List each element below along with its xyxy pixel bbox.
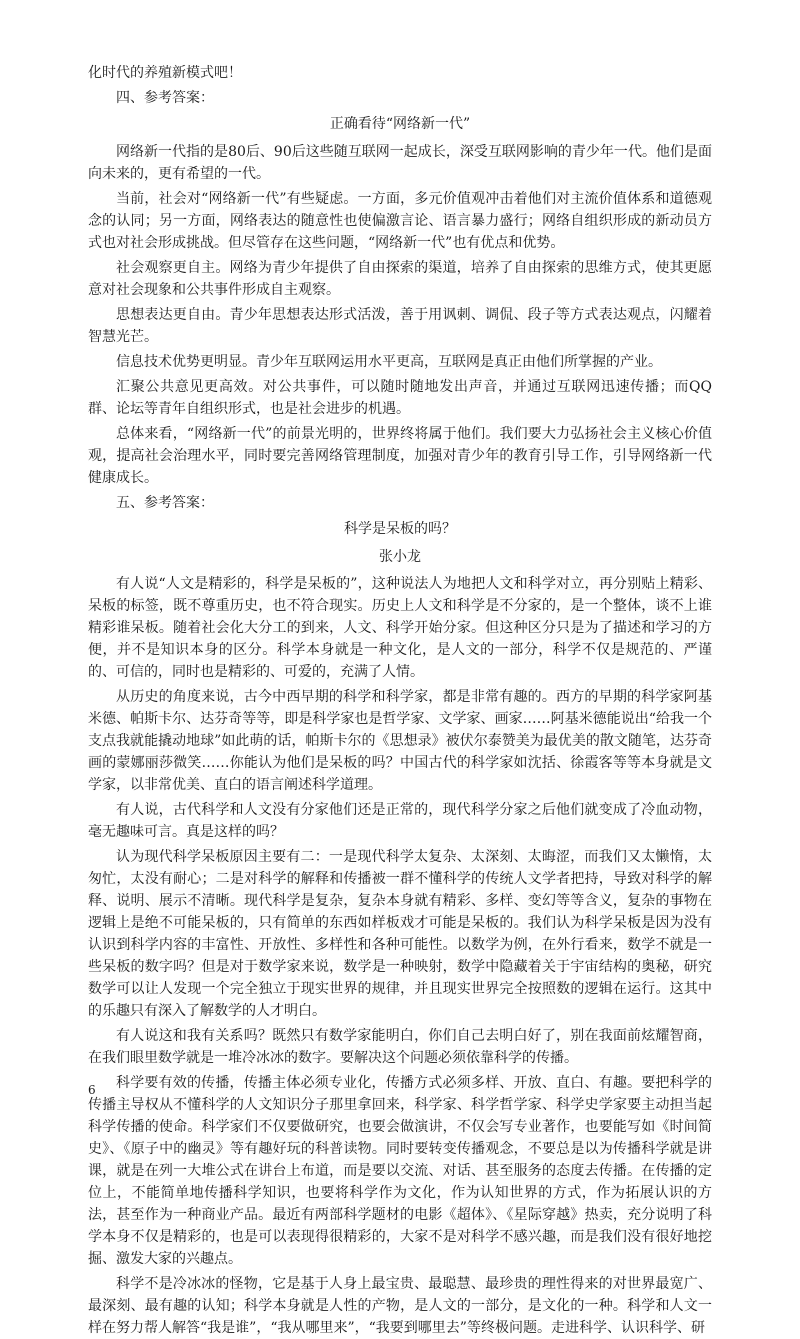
intro-line: 化时代的养殖新模式吧！ [88, 65, 242, 81]
paragraph: 科学不是冷冰冰的怪物，它是基于人身上最宝贵、最聪慧、最珍贵的理性得来的对世界最宽广、最深刻、最有趣的认知；科学本身就是人性的产物，是人文的一部分，是文化的一种。科学和人文一样在努力帮人解答“我是谁”，“我从哪里来”，“我要到哪里去”等终极问题。走进科学、认识科学、研 [88, 1276, 712, 1336]
paragraph: 有人说这和我有关系吗？既然只有数学家能明白，你们自己去明白好了，别在我面前炫耀智商，在我们眼里数学就是一堆冷冰冰的数字。要解决这个问题必须依靠科学的传播。 [88, 1028, 712, 1066]
essay-2-title: 科学是呆板的吗？ [344, 521, 456, 537]
page-number: 6 [88, 1083, 96, 1097]
section-5-heading: 五、参考答案： [116, 495, 214, 511]
essay-1-body [88, 141, 712, 489]
paragraph: 认为现代科学呆板原因主要有二：一是现代科学太复杂、太深刻、太晦涩，而我们又太懒惰，太匆忙，太没有耐心；二是对科学的解释和传播被一群不懂科学的传统人文学者把持，导致对科学的解释、说明、展示不清晰。现代科学是复杂，复杂本身就有精彩、多样、变幻等等含义，复杂的事物在逻辑上是绝不可能呆板的，只有简单的东西如样板戏才可能是呆板的。我们认为科学呆板是因为没有认识到科学内容的丰富性、开放性、多样性和各种可能性。以数学为例，在外行看来，数学不就是一些呆板的数字吗？但是对于数学家来说，数学是一种映射，数学中隐藏着关于宇宙结构的奥秘，研究数学可以让人发现一个完全独立于现实世界的规律，并且现实世界完全按照数的逻辑在运行。这其中的乐趣只有深入了解数学的人才明白。 [88, 849, 712, 1019]
paragraph: 社会观察更自主。网络为青少年提供了自由探索的渠道，培养了自由探索的思维方式，使其更愿意对社会现象和公共事件形成自主观察。 [88, 260, 712, 298]
essay-2-author: 张小龙 [379, 549, 421, 565]
paragraph: 思想表达更自由。青少年思想表达形式活泼，善于用讽刺、调侃、段子等方式表达观点，闪耀着智慧光芒。 [88, 307, 712, 345]
paragraph: 当前，社会对“网络新一代”有些疑虑。一方面，多元价值观冲击着他们对主流价值体系和道德观念的认同；另一方面，网络表达的随意性也使偏激言论、语言暴力盛行；网络自组织形成的新动员方式也对社会形成挑战。但尽管存在这些问题，“网络新一代”也有优点和优势。 [88, 191, 712, 251]
paragraph: 总体来看，“网络新一代”的前景光明的，世界终将属于他们。我们要大力弘扬社会主义核心价值观，提高社会治理水平，同时要完善网络管理制度，加强对青少年的教育引导工作，引导网络新一代健康成长。 [88, 426, 712, 486]
paragraph: 从历史的角度来说，古今中西早期的科学和科学家，都是非常有趣的。西方的早期的科学家阿基米德、帕斯卡尔、达芬奇等等，即是科学家也是哲学家、文学家、画家……阿基米德能说出“给我一个支点我就能撬动地球”如此萌的话，帕斯卡尔的《思想录》被伏尔泰赞美为最优美的散文随笔，达芬奇画的蒙娜丽莎微笑……你能认为他们是呆板的吗？中国古代的科学家如沈括、徐霞客等等本身就是文学家，以非常优美、直白的语言阐述科学道理。 [88, 689, 712, 793]
paragraph: 汇聚公共意见更高效。对公共事件，可以随时随地发出声音，并通过互联网迅速传播；而QQ群、论坛等青年自组织形式，也是社会进步的机遇。 [88, 379, 712, 417]
paragraph: 科学要有效的传播，传播主体必须专业化，传播方式必须多样、开放、直白、有趣。要把科学的传播主导权从不懂科学的人文知识分子那里拿回来，科学家、科学哲学家、科学史学家要主动担当起科学传播的使命。科学家们不仅要做研究，也要会做演讲，不仅会写专业著作，也要能写如《时间简史》、《原子中的幽灵》等有趣好玩的科普读物。同时要转变传播观念，不要总是以为传播科学就是讲课，就是在列一大堆公式在讲台上布道，而是要以交流、对话、甚至服务的态度去传播。在传播的定位上，不能简单地传播科学知识，也要将科学作为文化，作为认知世界的方式，作为拓展认识的方法，甚至作为一种商业产品。最近有两部科学题材的电影《超体》、《星际穿越》热卖，充分说明了科学本身不仅是精彩的，也是可以表现得很精彩的，大家不是对科学不感兴趣，而是我们没有很好地挖掘、激发大家的兴趣点。 [88, 1075, 712, 1267]
essay-2-body [88, 573, 712, 1339]
paragraph: 信息技术优势更明显。青少年互联网运用水平更高，互联网是真正由他们所掌握的产业。 [116, 354, 662, 370]
paragraph: 网络新一代指的是80后、90后这些随互联网一起成长，深受互联网影响的青少年一代。他们是面向未来的，更有希望的一代。 [88, 144, 712, 182]
essay-1-title: 正确看待“网络新一代” [329, 116, 471, 132]
section-4-heading: 四、参考答案： [116, 90, 214, 106]
paragraph: 有人说，古代科学和人文没有分家他们还是正常的，现代科学分家之后他们就变成了冷血动物，毫无趣味可言。真是这样的吗？ [88, 802, 712, 840]
paragraph: 有人说“人文是精彩的，科学是呆板的”，这种说法人为地把人文和科学对立，再分别贴上精彩、呆板的标签，既不尊重历史，也不符合现实。历史上人文和科学是不分家的，是一个整体，谈不上谁精彩谁呆板。随着社会化大分工的到来，人文、科学开始分家。但这种区分只是为了描述和学习的方便，并不是知识本身的区分。科学本身就是一种文化，是人文的一部分，科学不仅是规范的、严谨的、可信的，同时也是精彩的、可爱的，充满了人情。 [88, 576, 712, 680]
